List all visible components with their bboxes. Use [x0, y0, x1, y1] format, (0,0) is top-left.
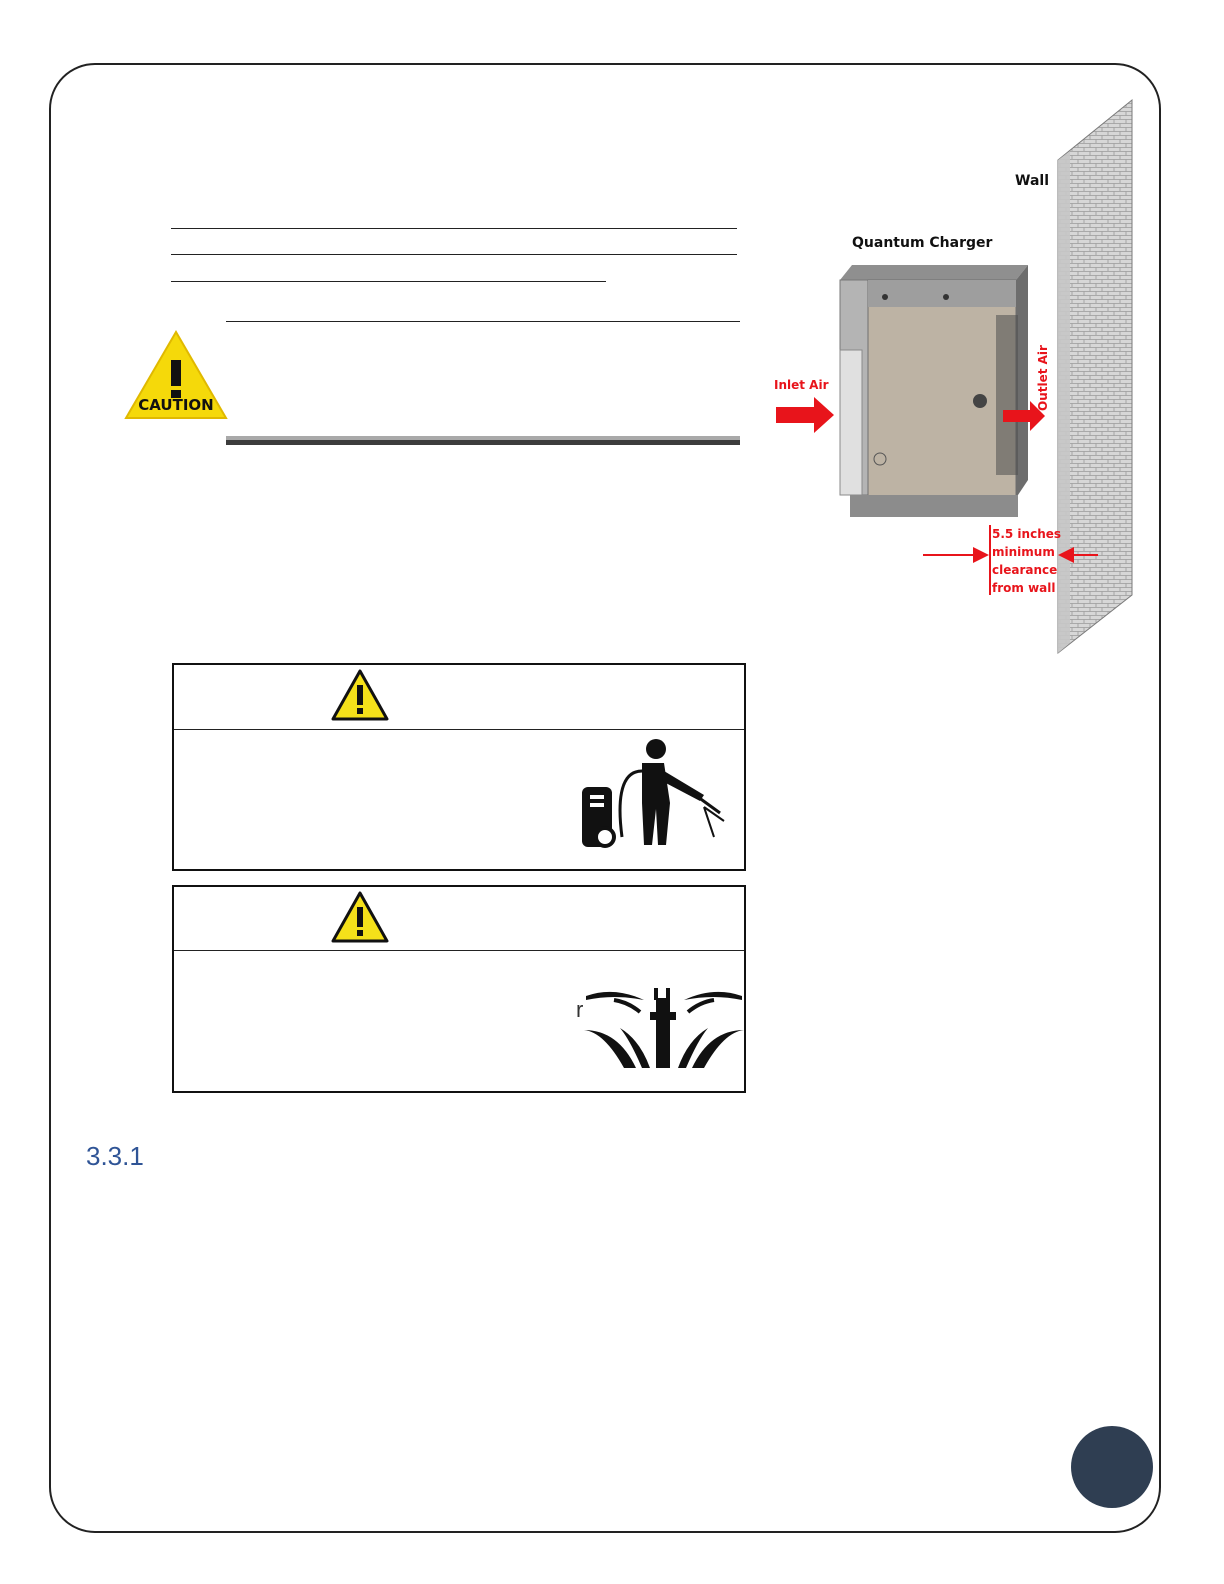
brick-wall — [1058, 100, 1132, 653]
caution-bottom-bar — [226, 436, 740, 445]
warning-triangle-icon — [330, 890, 390, 944]
inlet-air-label: Inlet Air — [774, 378, 829, 392]
caution-top-rule — [226, 321, 740, 322]
clearance-line-1: 5.5 inches — [992, 527, 1062, 541]
warning-triangle-icon — [330, 668, 390, 722]
warning-box-divider — [174, 950, 744, 951]
sprinkler-icon — [584, 980, 744, 1070]
quantum-charger-unit — [840, 265, 1028, 517]
text-rule — [171, 281, 606, 282]
clearance-line-2: minimum — [992, 545, 1055, 559]
caution-sign-text: CAUTION — [138, 396, 214, 414]
page-number-badge — [1071, 1426, 1153, 1508]
device-label: Quantum Charger — [852, 235, 993, 251]
text-rule — [171, 254, 737, 255]
clearance-line-3: clearance — [992, 563, 1058, 577]
outlet-air-label: Outlet Air — [1036, 345, 1050, 411]
clearance-figure — [760, 95, 1150, 660]
pressure-washer-icon — [578, 737, 728, 852]
warning-box-pressure-washer — [172, 663, 746, 871]
warning-box-sprinkler — [172, 885, 746, 1093]
section-number: 3.3.1 — [86, 1141, 144, 1171]
wall-label: Wall — [1015, 173, 1049, 189]
text-rule — [171, 228, 737, 229]
clearance-text — [992, 527, 1065, 595]
inlet-arrow-icon — [776, 397, 834, 433]
caution-triangle-icon — [124, 330, 228, 422]
warning-box-divider — [174, 729, 744, 730]
clearance-line-4: from wall — [992, 581, 1056, 595]
stray-text: r — [576, 997, 584, 1022]
